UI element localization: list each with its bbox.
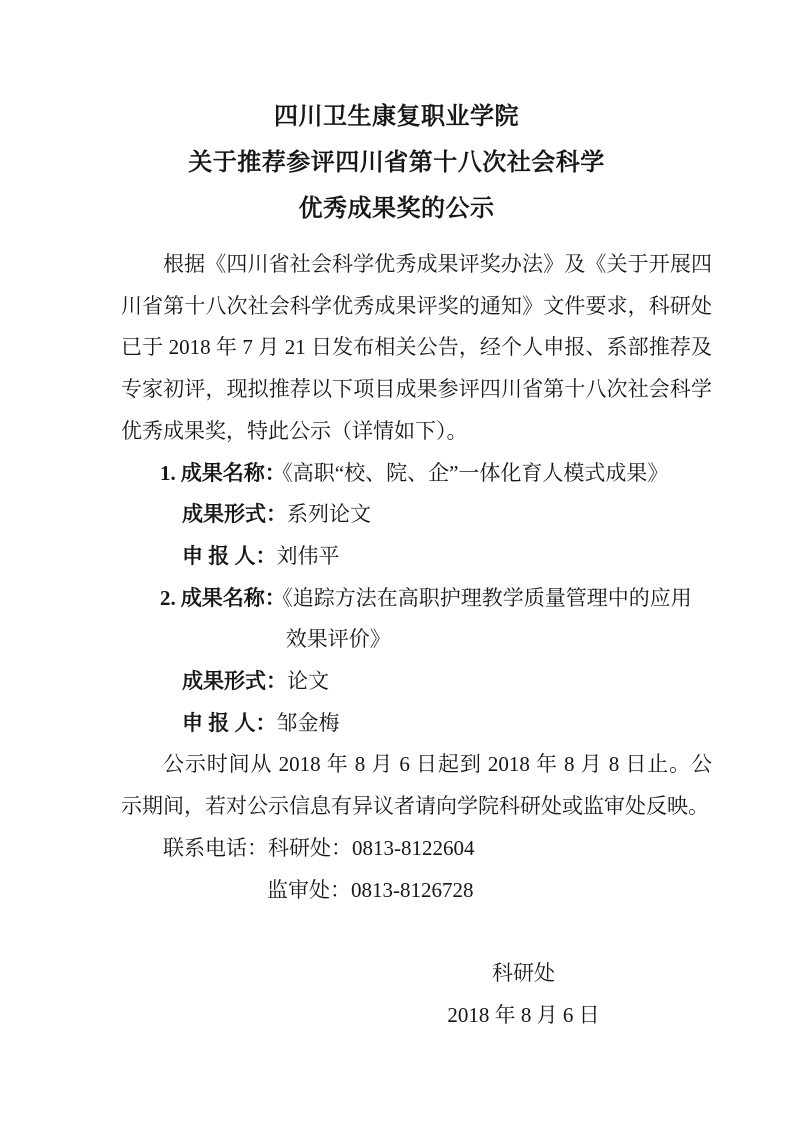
item-applicant-value: 邹金梅 (276, 710, 340, 735)
item-form-label: 成果形式： (182, 502, 287, 527)
item-name-label: 成果名称： (180, 585, 286, 610)
item-form-row (121, 494, 712, 536)
title-line-college: 四川卫生康复职业学院 (274, 104, 519, 130)
item-applicant-label: 申 报 人： (182, 543, 277, 568)
item-number: 1. (160, 460, 176, 485)
item-name-row (121, 578, 712, 661)
document-body (121, 244, 712, 1036)
item-form-value: 系列论文 (287, 502, 371, 527)
contact-label: 联系电话： (163, 835, 268, 860)
achievement-item-1 (121, 453, 712, 578)
item-applicant-label: 申 报 人： (182, 710, 277, 735)
item-applicant-value: 刘伟平 (276, 543, 340, 568)
intro-line: 专家初评，现拟推荐以下项目成果参评四川省第十八次社会科学 (121, 377, 712, 402)
title-line-announcement: 优秀成果奖的公示 (298, 196, 495, 222)
contact-phone: 0813-8122604 (352, 835, 475, 860)
notice-line: 示期间，若对公示信息有异议者请向学院科研处或监审处反映。 (121, 794, 709, 819)
contact-dept: 科研处： (268, 835, 352, 860)
intro-paragraph (121, 244, 712, 453)
contact-dept: 监审处： (267, 877, 351, 902)
intro-line: 根据《四川省社会科学优秀成果评奖办法》及《关于开展四 (163, 252, 712, 276)
item-form-row (121, 661, 712, 703)
item-form-value: 论文 (287, 669, 329, 694)
intro-line: 川省第十八次社会科学优秀成果评奖的通知》文件要求，科研处 (121, 293, 712, 318)
notice-paragraph (121, 744, 712, 827)
signature-department: 科研处 (492, 960, 555, 985)
notice-line: 公示时间从 2018 年 8 月 6 日起到 2018 年 8 月 8 日止。公 (163, 752, 712, 777)
item-form-label: 成果形式： (182, 669, 287, 694)
contact-row-research-office (121, 828, 712, 870)
contact-phone: 0813-8126728 (351, 877, 474, 902)
item-applicant-row (121, 703, 712, 745)
title-line-subject: 关于推荐参评四川省第十八次社会科学 (188, 150, 605, 176)
item-number: 2. (160, 585, 176, 610)
intro-line: 优秀成果奖，特此公示（详情如下）。 (121, 418, 468, 443)
item-name-value: 《高职“校、院、企”一体化育人模式成果》 (271, 460, 669, 485)
item-applicant-row (121, 536, 712, 578)
item-name-label: 成果名称： (180, 460, 286, 485)
item-name-row (121, 453, 712, 495)
document-title (0, 94, 793, 232)
intro-line: 已于 2018 年 7 月 21 日发布相关公告，经个人申报、系部推荐及 (121, 335, 712, 360)
achievement-item-2 (121, 578, 712, 745)
contact-row-supervision-office (121, 870, 712, 912)
signature-date: 2018 年 8 月 6 日 (447, 1002, 600, 1027)
item-name-value: 《追踪方法在高职护理教学质量管理中的应用效果评价》 (271, 585, 692, 652)
signature-block (335, 953, 712, 1036)
